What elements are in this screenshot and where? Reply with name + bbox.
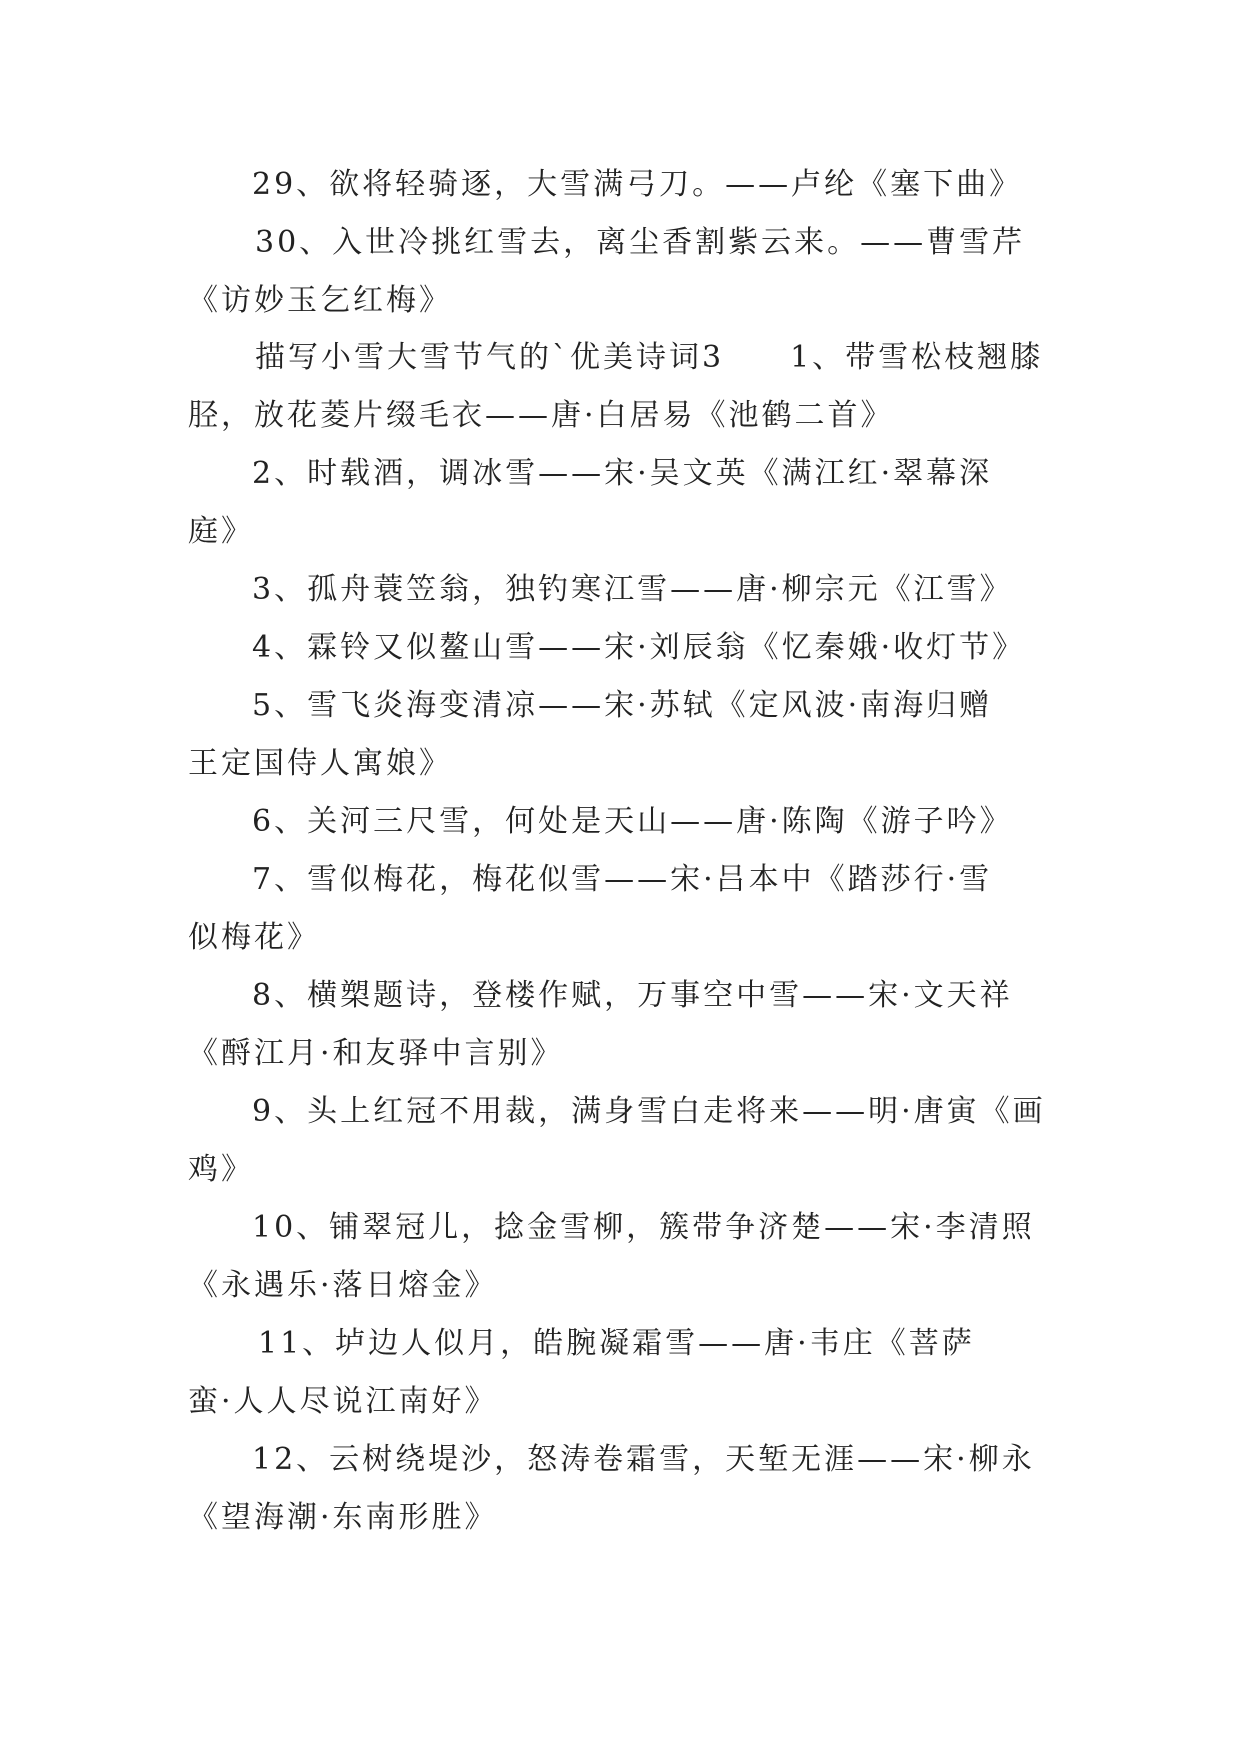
text-line: 《酹江月·和友驿中言别》 (188, 1036, 564, 1071)
text-line: 6、关河三尺雪，何处是天山——唐·陈陶《游子吟》 (252, 804, 1013, 839)
text-line: 10、铺翠冠儿，捻金雪柳，簇带争济楚——宋·李清照 (252, 1210, 1035, 1245)
text-line: 胫，放花菱片缀毛衣——唐·白居易《池鹤二首》 (188, 398, 894, 433)
text-line: 《望海潮·东南形胜》 (188, 1500, 498, 1535)
text-line: 似梅花》 (188, 920, 320, 955)
text-line: 3、孤舟蓑笠翁，独钓寒江雪——唐·柳宗元《江雪》 (252, 572, 1013, 607)
text-line: 5、雪飞炎海变清凉——宋·苏轼《定风波·南海归赠 (252, 688, 993, 723)
text-line: 29、欲将轻骑逐，大雪满弓刀。——卢纶《塞下曲》 (252, 167, 1023, 202)
text-line: 8、横槊题诗，登楼作赋，万事空中雪——宋·文天祥 (252, 978, 1013, 1013)
text-line: 《永遇乐·落日熔金》 (188, 1268, 498, 1303)
text-line: 庭》 (188, 514, 254, 549)
text-line: 12、云树绕堤沙，怒涛卷霜雪，天堑无涯——宋·柳永 (252, 1442, 1035, 1477)
text-line: 蛮·人人尽说江南好》 (188, 1384, 498, 1419)
text-line: 9、头上红冠不用裁，满身雪白走将来——明·唐寅《画 (252, 1094, 1046, 1129)
text-line: 《访妙玉乞红梅》 (188, 283, 452, 318)
text-line: 鸡》 (188, 1152, 254, 1187)
text-line: 王定国侍人寓娘》 (188, 746, 452, 781)
text-line: 2、时载酒，调冰雪——宋·吴文英《满江红·翠幕深 (252, 456, 993, 491)
text-line: 30、入世冷挑红雪去，离尘香割紫云来。——曹雪芹 (255, 225, 1026, 260)
text-line: 描写小雪大雪节气的`优美诗词3 1、带雪松枝翘膝 (255, 340, 1044, 375)
text-line: 7、雪似梅花，梅花似雪——宋·吕本中《踏莎行·雪 (252, 862, 993, 897)
text-line: 4、霖铃又似鳌山雪——宋·刘辰翁《忆秦娥·收灯节》 (252, 630, 1026, 665)
text-line: 11、垆边人似月，皓腕凝霜雪——唐·韦庄《菩萨 (258, 1326, 975, 1361)
